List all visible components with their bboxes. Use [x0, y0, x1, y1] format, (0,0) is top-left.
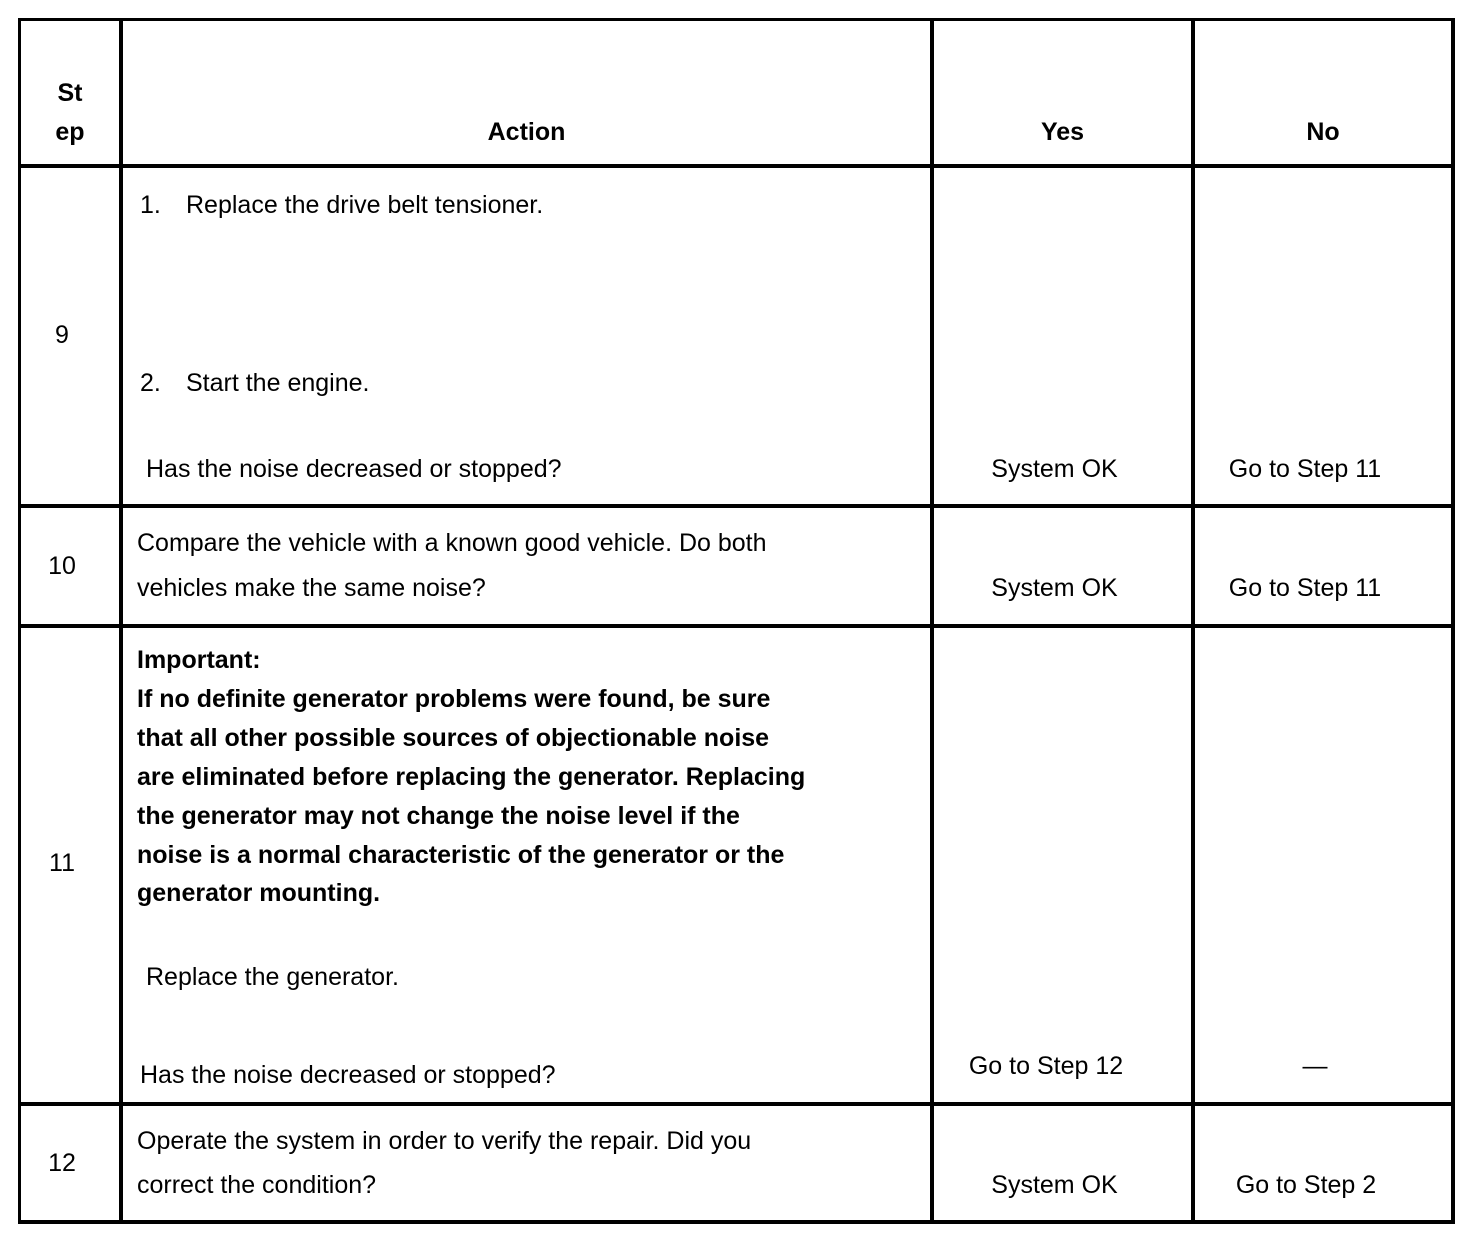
header-yes: Yes [1040, 118, 1085, 146]
yes-result: System OK [991, 574, 1118, 602]
yes-result: System OK [991, 455, 1118, 483]
yes-result: Go to Step 12 [968, 1052, 1124, 1080]
grid-line-yes-no [1191, 18, 1195, 1224]
no-result: Go to Step 11 [1228, 574, 1382, 602]
list-item-number: 2. [140, 369, 161, 397]
action-text-line: correct the condition? [137, 1171, 377, 1199]
no-result: — [1302, 1052, 1328, 1080]
important-note-line: are eliminated before replacing the generator. Replacing [137, 763, 806, 791]
step-number: 9 [55, 321, 69, 349]
action-text-line: Compare the vehicle with a known good vehicle. Do both [137, 529, 767, 557]
yes-result: System OK [991, 1171, 1118, 1199]
grid-line-row11-bottom [18, 1102, 1455, 1106]
list-item-number: 1. [140, 191, 161, 219]
grid-line-right [1451, 18, 1455, 1224]
important-note-line: that all other possible sources of objectionable noise [137, 724, 770, 752]
no-result: Go to Step 2 [1235, 1171, 1377, 1199]
list-item-text: Replace the drive belt tensioner. [186, 191, 544, 219]
grid-line-action-yes [930, 18, 934, 1224]
header-no: No [1306, 118, 1340, 146]
important-note-line: If no definite generator problems were found, be sure [137, 685, 771, 713]
step-number: 12 [48, 1149, 76, 1177]
header-action: Action [487, 118, 566, 146]
grid-line-row9-bottom [18, 504, 1455, 508]
action-text-line: vehicles make the same noise? [137, 574, 486, 602]
grid-line-header-bottom [18, 164, 1455, 168]
important-note-line: noise is a normal characteristic of the generator or the [137, 841, 785, 869]
grid-line-row10-bottom [18, 624, 1455, 628]
step-number: 11 [49, 849, 75, 877]
grid-line-step-action [119, 18, 123, 1224]
list-item-text: Start the engine. [186, 369, 370, 397]
no-result: Go to Step 11 [1228, 455, 1382, 483]
important-note-line: the generator may not change the noise level if the [137, 802, 740, 830]
important-note-line: generator mounting. [137, 879, 381, 907]
grid-line-top [18, 18, 1455, 21]
action-text-line: Operate the system in order to verify the repair. Did you [137, 1127, 752, 1155]
grid-line-left [18, 18, 21, 1224]
header-step-line2: ep [55, 118, 85, 146]
header-step-line1: St [57, 79, 83, 107]
grid-line-bottom [18, 1220, 1455, 1224]
important-label: Important: [137, 646, 261, 674]
step-number: 10 [48, 552, 76, 580]
action-question: Has the noise decreased or stopped? [146, 455, 562, 483]
action-instruction: Replace the generator. [146, 963, 399, 991]
action-question: Has the noise decreased or stopped? [140, 1061, 556, 1089]
